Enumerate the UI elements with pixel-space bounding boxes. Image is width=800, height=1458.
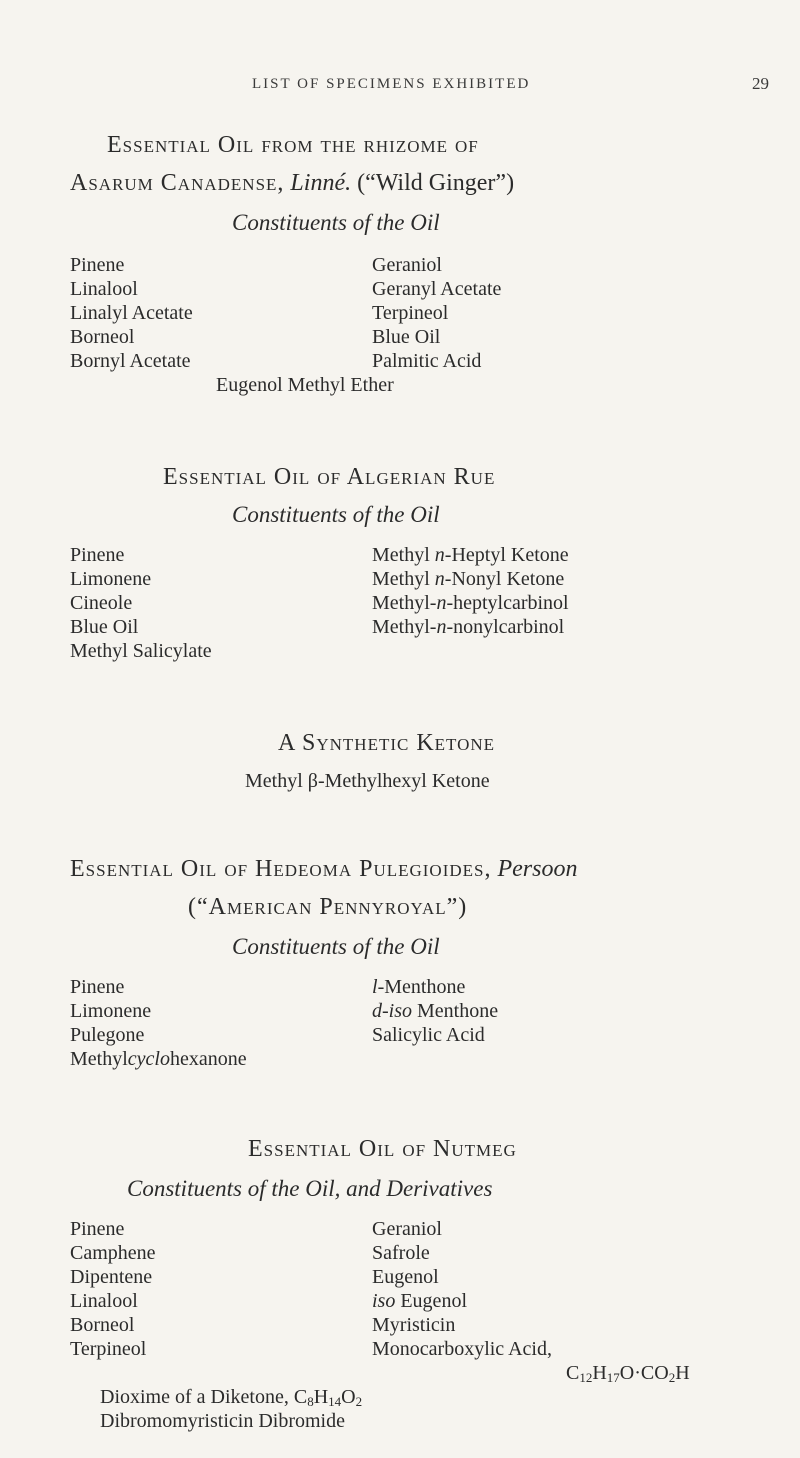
list-item: Dipentene (70, 1266, 153, 1288)
list-item: Pinene (70, 1218, 125, 1240)
section1-title-line2 (70, 170, 514, 197)
section1-title-line1: Essential Oil from the rhizome of (107, 132, 479, 158)
section1-subheading: Constituents of the Oil (232, 210, 440, 235)
item-text: -Heptyl Ketone (444, 544, 569, 566)
item-text: -heptylcarbinol (446, 592, 569, 614)
list-item: Pinene (70, 976, 125, 998)
page-number: 29 (752, 74, 769, 93)
list-item (70, 1048, 247, 1071)
formula-subscript: 17 (606, 1370, 620, 1385)
list-item: Cineole (70, 592, 133, 614)
formula-subscript: 2 (355, 1394, 363, 1409)
list-item: Myristicin (372, 1314, 456, 1336)
list-item: Geranyl Acetate (372, 278, 502, 300)
section1-title-author: Linné. (290, 170, 352, 196)
formula-part: C (566, 1362, 580, 1384)
item-italic: n (436, 592, 447, 614)
list-item (372, 616, 564, 639)
item-text: -Menthone (377, 976, 466, 998)
item-italic: d-iso (372, 1000, 412, 1022)
section4-title-line1 (70, 856, 577, 883)
item-text: Menthone (412, 1000, 499, 1022)
list-item: Borneol (70, 326, 135, 348)
list-item: Limonene (70, 568, 152, 590)
item-text: Methyl- (372, 592, 437, 614)
item-italic: n (436, 616, 447, 638)
item-text: Eugenol (395, 1290, 467, 1312)
item-text: hexanone (169, 1048, 247, 1070)
section5-subheading: Constituents of the Oil, and Derivatives (127, 1176, 493, 1201)
list-item: Linalyl Acetate (70, 302, 193, 324)
list-item: Dibromomyristicin Dibromide (100, 1410, 345, 1432)
list-item: Linalool (70, 278, 138, 300)
list-item-center: Methyl β-Methylhexyl Ketone (245, 770, 490, 792)
formula-part: O (341, 1386, 356, 1408)
list-item (372, 1290, 467, 1313)
item-text: Methyl (372, 544, 435, 566)
list-item: Linalool (70, 1290, 138, 1312)
section1-title-species: Asarum Canadense, (70, 170, 285, 196)
list-item-dioxime (100, 1386, 362, 1409)
list-item: Eugenol (372, 1266, 439, 1288)
item-italic: n (434, 544, 445, 566)
formula-part: O·CO (619, 1362, 669, 1384)
section4-title-author: Persoon (497, 856, 578, 882)
list-item: Pinene (70, 544, 125, 566)
list-item: Monocarboxylic Acid, (372, 1338, 552, 1360)
section2-subheading: Constituents of the Oil (232, 502, 440, 527)
item-text: -Nonyl Ketone (444, 568, 565, 590)
item-italic: n (434, 568, 445, 590)
list-item: Blue Oil (70, 616, 139, 638)
list-item: Geraniol (372, 1218, 442, 1240)
formula-part: H (313, 1386, 329, 1408)
section4-subheading: Constituents of the Oil (232, 934, 440, 959)
list-item: Geraniol (372, 254, 442, 276)
list-item: Pulegone (70, 1024, 145, 1046)
section4-title-species: Essential Oil of Hedeoma Pulegioides, (70, 856, 492, 882)
list-item: Terpineol (70, 1338, 147, 1360)
section5-title: Essential Oil of Nutmeg (248, 1136, 517, 1162)
section2-title: Essential Oil of Algerian Rue (163, 464, 496, 490)
list-item (372, 544, 569, 567)
list-item: Palmitic Acid (372, 350, 482, 372)
formula-subscript: 12 (579, 1370, 593, 1385)
list-item: Terpineol (372, 302, 449, 324)
chemical-formula (566, 1362, 690, 1385)
list-item (372, 1000, 498, 1023)
item-text: Salicylic Acid (372, 1024, 485, 1046)
list-item: Pinene (70, 254, 125, 276)
item-italic: l (372, 976, 378, 998)
section1-title-common: (“Wild Ginger”) (357, 170, 515, 196)
list-item: Limonene (70, 1000, 152, 1022)
list-item: Blue Oil (372, 326, 441, 348)
list-item: Bornyl Acetate (70, 350, 191, 372)
section3-title: A Synthetic Ketone (278, 730, 496, 756)
section4-title-line2: (“American Pennyroyal”) (188, 894, 468, 920)
formula-subscript: 2 (668, 1370, 676, 1385)
formula-part: H (592, 1362, 607, 1384)
formula-subscript: 8 (307, 1394, 314, 1409)
list-item (372, 592, 569, 615)
list-item: Borneol (70, 1314, 135, 1336)
list-item (372, 976, 465, 999)
formula-subscript: 14 (328, 1394, 342, 1409)
item-italic: iso (372, 1290, 396, 1312)
list-item: Safrole (372, 1242, 430, 1264)
item-text: Methyl (70, 1048, 128, 1070)
running-head: LIST OF SPECIMENS EXHIBITED (252, 76, 531, 92)
list-item (372, 568, 564, 591)
list-item (372, 1024, 485, 1047)
item-text: Dioxime of a Diketone, C (100, 1386, 308, 1408)
list-item-center: Eugenol Methyl Ether (216, 374, 394, 396)
list-item: Camphene (70, 1242, 156, 1264)
item-text: Methyl- (372, 616, 437, 638)
formula-part: H (675, 1362, 690, 1384)
item-text: Methyl (372, 568, 435, 590)
list-item: Methyl Salicylate (70, 640, 212, 662)
item-text: -nonylcarbinol (446, 616, 565, 638)
item-italic: cyclo (127, 1048, 170, 1070)
